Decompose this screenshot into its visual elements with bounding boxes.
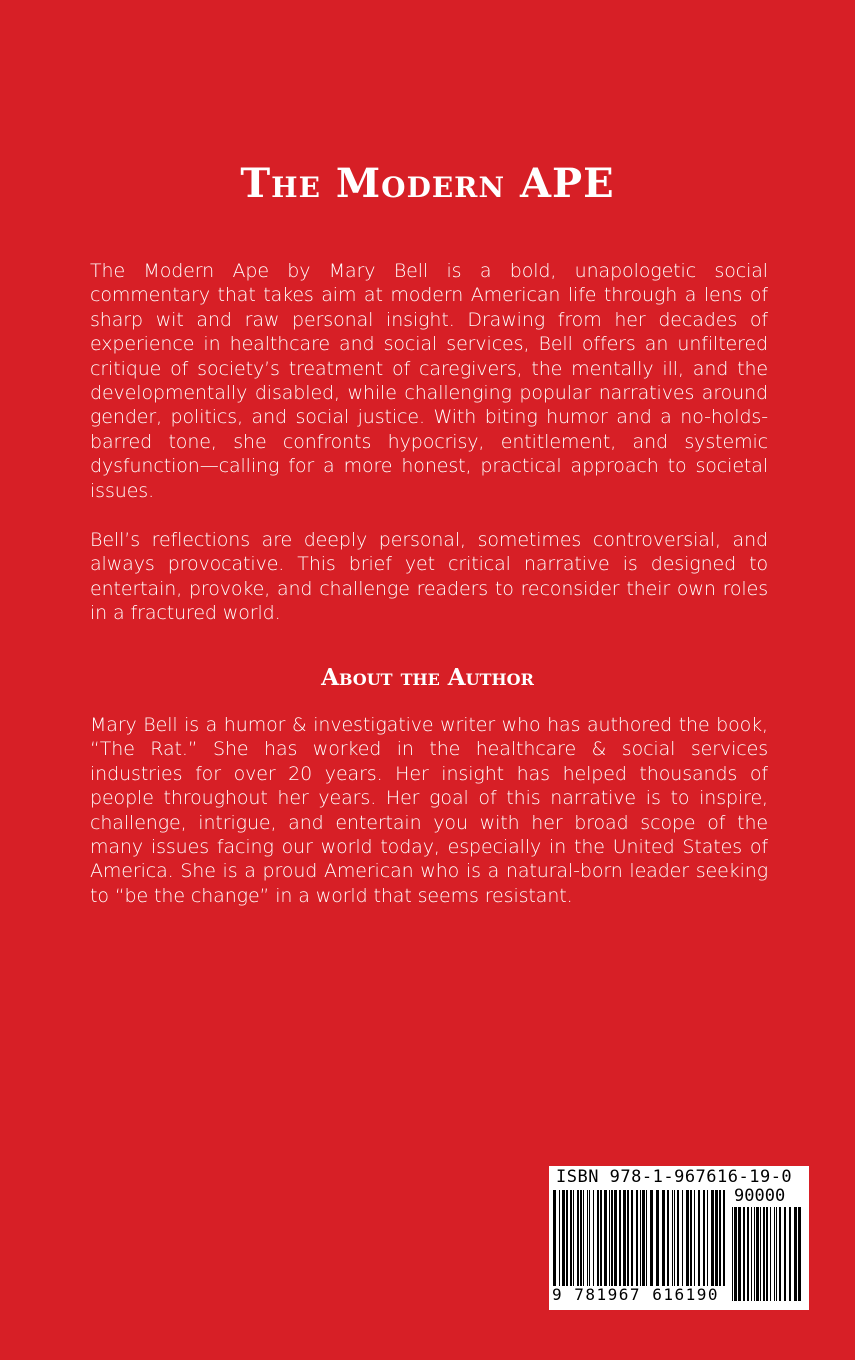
barcode-bar bbox=[570, 1190, 572, 1286]
barcode-bar bbox=[770, 1207, 771, 1301]
barcode-bar bbox=[631, 1190, 633, 1286]
barcode-bar bbox=[646, 1190, 647, 1286]
barcode-bar bbox=[611, 1190, 613, 1286]
barcode-bar bbox=[766, 1207, 768, 1301]
barcode-bar bbox=[566, 1190, 568, 1286]
barcode-bar bbox=[794, 1207, 797, 1301]
barcode-bar bbox=[674, 1190, 675, 1286]
barcode-bar bbox=[784, 1207, 786, 1301]
barcode-bar bbox=[583, 1190, 584, 1286]
barcode-bar bbox=[703, 1190, 705, 1286]
barcode-bar bbox=[619, 1190, 621, 1286]
isbn-label: ISBN 978-1-967616-19-0 bbox=[556, 1167, 793, 1187]
barcode-bar bbox=[760, 1207, 761, 1301]
barcode-bar bbox=[751, 1207, 752, 1301]
barcode-bar bbox=[593, 1190, 594, 1286]
barcode-bar bbox=[763, 1207, 765, 1301]
barcode-bar bbox=[774, 1207, 775, 1301]
barcode-bar bbox=[743, 1207, 745, 1301]
barcode-bar bbox=[789, 1207, 791, 1301]
barcode-bar bbox=[642, 1190, 645, 1286]
price-code: 90000 bbox=[734, 1186, 786, 1206]
barcode-bar bbox=[589, 1190, 590, 1286]
barcode-digits: 9 781967 616190 bbox=[552, 1285, 719, 1304]
barcode-bar bbox=[587, 1190, 588, 1286]
barcode-bar bbox=[707, 1190, 708, 1286]
barcode-bar bbox=[650, 1190, 653, 1286]
addon-barcode-bars bbox=[732, 1207, 804, 1301]
barcode-bar bbox=[656, 1190, 659, 1286]
barcode-bar bbox=[562, 1190, 565, 1286]
barcode-bar bbox=[711, 1190, 714, 1286]
barcode-bar bbox=[636, 1190, 638, 1286]
barcode-bar bbox=[667, 1190, 669, 1286]
barcode-bar bbox=[715, 1190, 718, 1286]
barcode-bar bbox=[662, 1190, 665, 1286]
barcode-bar bbox=[747, 1207, 749, 1301]
barcode-bar bbox=[754, 1207, 755, 1301]
barcode-bar bbox=[577, 1190, 579, 1286]
barcode-bar bbox=[698, 1190, 700, 1286]
isbn-barcode bbox=[549, 1166, 809, 1310]
barcode-bar bbox=[677, 1190, 679, 1286]
barcode-bar bbox=[686, 1190, 689, 1286]
barcode-bar bbox=[690, 1190, 692, 1286]
barcode-bar bbox=[640, 1190, 641, 1286]
barcode-bar bbox=[623, 1190, 626, 1286]
barcode-bar bbox=[694, 1190, 695, 1286]
barcode-bar bbox=[779, 1207, 781, 1301]
barcode-bar bbox=[798, 1207, 801, 1301]
barcode-bar bbox=[776, 1207, 777, 1301]
barcode-bar bbox=[600, 1190, 602, 1286]
about-author-heading: About the Author bbox=[321, 664, 534, 691]
main-barcode-bars bbox=[553, 1190, 729, 1286]
barcode-bar bbox=[734, 1207, 737, 1301]
barcode-bar bbox=[553, 1190, 556, 1286]
barcode-bar bbox=[672, 1190, 673, 1286]
barcode-bar bbox=[723, 1190, 725, 1286]
barcode-bar bbox=[738, 1207, 741, 1301]
barcode-bar bbox=[719, 1190, 721, 1286]
barcode-bar bbox=[627, 1190, 629, 1286]
barcode-bar bbox=[573, 1190, 574, 1286]
barcode-bar bbox=[580, 1190, 582, 1286]
barcode-bar bbox=[614, 1190, 617, 1286]
barcode-bar bbox=[597, 1190, 599, 1286]
about-author-text: Mary Bell is a humor & investigative writer who has authored the book, “The Rat.” She has worked in the healthcare & social services industries for over 20 years. Her insight has helped thousands of people throughout her years. Her goal of this narrative is to inspire, challenge, intrigue, and entertain you with her broad scope of the many issues facing our world today, especially in the United States of America. She is a proud American who is a natural-born leader seeking to “be the change” in a world that seems resistant. bbox=[90, 714, 768, 907]
description-paragraph-1: The Modern Ape by Mary Bell is a bold, unapologetic social commentary that takes aim at modern American life through a lens of sharp wit and raw personal insight. Drawing from her decades of experience in healthcare and social services, Bell offers an unfiltered critique of society’s treatment of caregivers, the mentally ill, and the developmentally disabled, while challenging popular narratives around gender, politics, and social justice. With biting humor and a no-holds-barred tone, she confronts hypocrisy, entitlement, and systemic dysfunction—calling for a more honest, practical approach to societal issues. bbox=[90, 260, 768, 502]
barcode-bar bbox=[682, 1190, 683, 1286]
description-paragraph-2: Bell’s reflections are deeply personal, sometimes controversial, and always provocative. This brief yet critical narrative is designed to entertain, provoke, and challenge readers to reconsider their own roles in a fractured world. bbox=[90, 529, 768, 625]
barcode-bar bbox=[756, 1207, 759, 1301]
book-title: The Modern APE bbox=[240, 160, 615, 207]
barcode-bar bbox=[559, 1190, 560, 1286]
barcode-bar bbox=[732, 1207, 733, 1301]
barcode-bar bbox=[604, 1190, 607, 1286]
barcode-bar bbox=[609, 1190, 610, 1286]
